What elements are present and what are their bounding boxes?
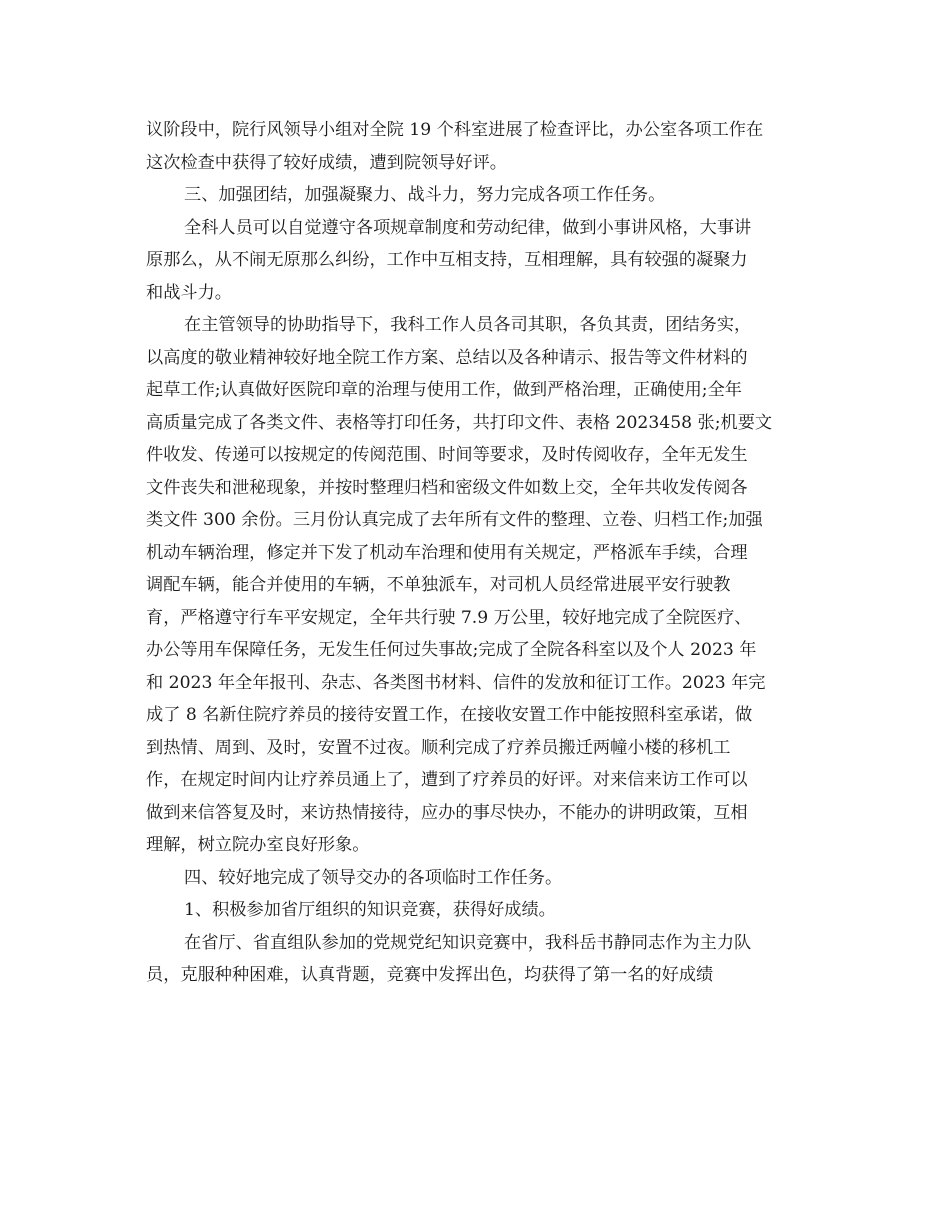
text-line: 四、较好地完成了领导交办的各项临时工作任务。: [184, 867, 563, 888]
text-line: 起草工作;认真做好医院印章的治理与使用工作，做到严格治理，正确使用;全年: [146, 380, 742, 400]
text-line: 员，克服种种困难，认真背题，竞赛中发挥出色，均获得了第一名的好成绩: [146, 965, 714, 985]
text-line: 和 2023 年全年报刊、杂志、各类图书材料、信件的发放和征订工作。2023 年完: [146, 672, 766, 693]
text-line: 做到来信答复及时，来访热情接待，应办的事尽快办，不能办的讲明政策，互相: [146, 802, 748, 823]
text-line: 类文件 300 余份。三月份认真完成了去年所有文件的整理、立卷、归档工作;加强: [146, 510, 763, 530]
text-line: 到热情、周到、及时，安置不过夜。顺利完成了疗养员搬迁两幢小楼的移机工: [146, 737, 731, 758]
document-body: [146, 114, 816, 992]
text-line: 在省厅、省直组队参加的党规党纪知识竞赛中，我科岳书静同志作为主力队: [184, 932, 752, 953]
text-line: 文件丧失和泄秘现象，并按时整理归档和密级文件如数上交，全年共收发传阅各: [146, 477, 748, 498]
text-line: 机动车辆治理，修定并下发了机动车治理和使用有关规定，严格派车手续，合理: [146, 542, 748, 563]
text-line: 以高度的敬业精神较好地全院工作方案、总结以及各种请示、报告等文件材料的: [146, 347, 748, 368]
text-line: 办公等用车保障任务，无发生任何过失事故;完成了全院各科室以及个人 2023 年: [146, 640, 757, 660]
text-line: 作，在规定时间内让疗养员通上了，遭到了疗养员的好评。对来信来访工作可以: [146, 770, 748, 790]
text-line: 调配车辆，能合并使用的车辆，不单独派车，对司机人员经常进展平安行驶教: [146, 575, 731, 595]
text-line: 这次检查中获得了较好成绩，遭到院领导好评。: [146, 152, 507, 173]
text-line: 和战斗力。: [146, 282, 232, 303]
text-line: 成了 8 名新住院疗养员的接待安置工作，在接收安置工作中能按照科室承诺，做: [146, 705, 753, 725]
text-line: 1、积极参加省厅组织的知识竞赛，获得好成绩。: [184, 900, 556, 920]
text-line: 议阶段中，院行风领导小组对全院 19 个科室进展了检查评比，办公室各项工作在: [146, 120, 764, 140]
text-line: 育，严格遵守行车平安规定，全年共行驶 7.9 万公里，较好地完成了全院医疗、: [146, 607, 752, 628]
text-line: 在主管领导的协助指导下，我科工作人员各司其职，各负其责，团结务实，: [184, 315, 752, 335]
text-line: 三、加强团结，加强凝聚力、战斗力，努力完成各项工作任务。: [184, 185, 666, 205]
text-line: 全科人员可以自觉遵守各项规章制度和劳动纪律，做到小事讲风格，大事讲: [184, 217, 752, 238]
text-line: 理解，树立院办室良好形象。: [146, 835, 370, 855]
text-line: 原那么，从不闹无原那么纠纷，工作中互相支持，互相理解，具有较强的凝聚力: [146, 250, 748, 270]
text-line: 高质量完成了各类文件、表格等打印任务，共打印文件、表格 2023458 张;机要文: [146, 412, 773, 433]
text-line: 件收发、传递可以按规定的传阅范围、时间等要求，及时传阅收存，全年无发生: [146, 445, 748, 465]
